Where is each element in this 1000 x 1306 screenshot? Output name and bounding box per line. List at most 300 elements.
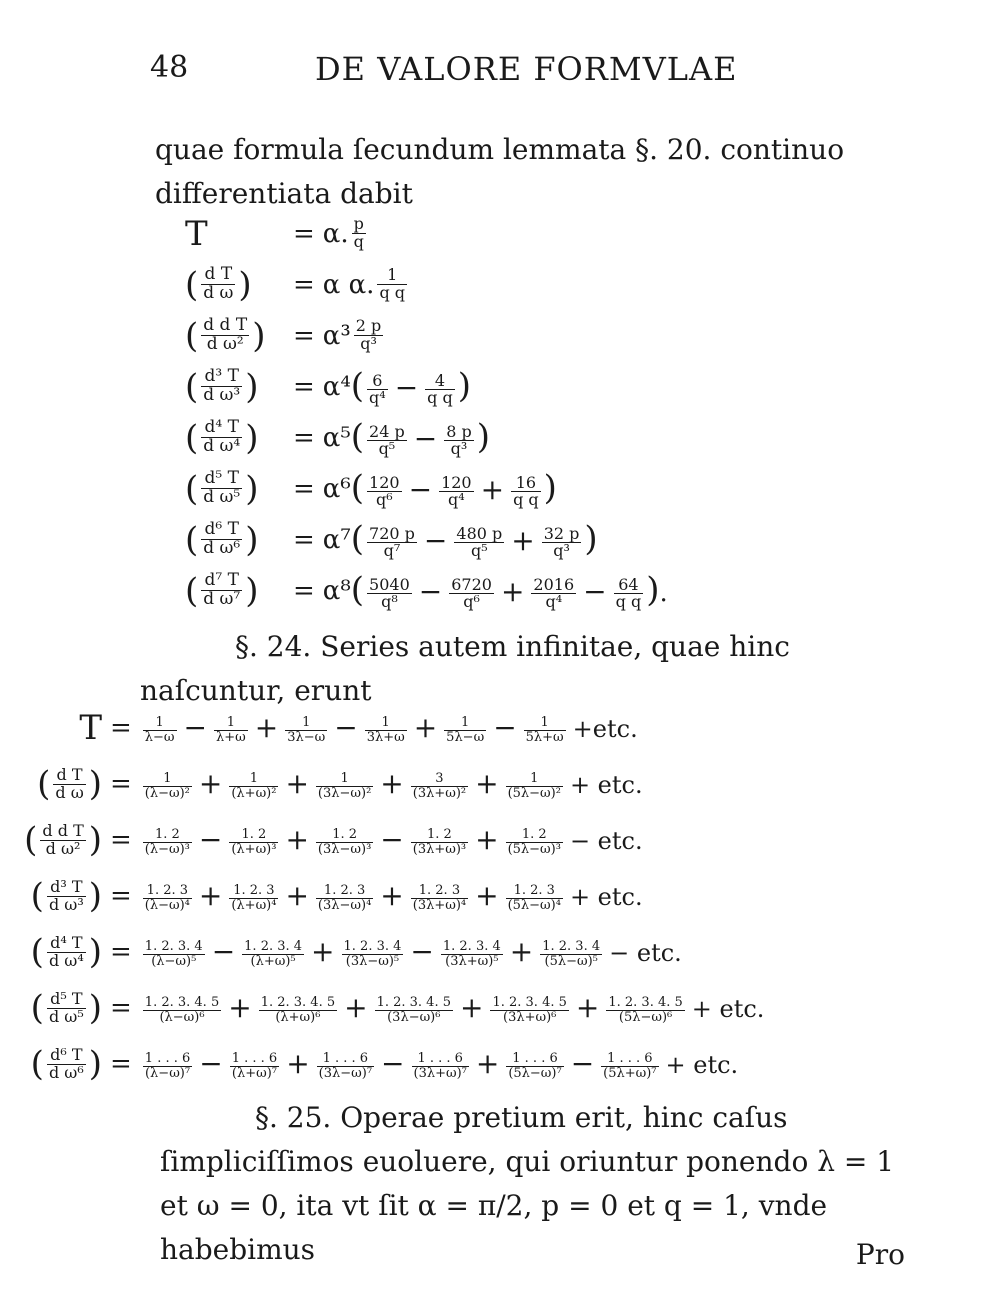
- right-paren: ): [584, 518, 598, 559]
- operator: −: [183, 711, 207, 745]
- series-term-fraction: [444, 716, 486, 744]
- operator: +: [475, 879, 499, 913]
- term-fraction: [531, 574, 576, 612]
- equals-sign: =: [293, 371, 315, 402]
- numerator: 1. 2. 3: [229, 884, 278, 899]
- equation-lhs: [30, 932, 102, 972]
- right-paren: ): [245, 417, 259, 458]
- numerator: 1. 2. 3: [143, 884, 192, 899]
- equation-lhs: [40, 708, 102, 748]
- operator: −: [198, 823, 223, 857]
- series-row: [24, 812, 960, 868]
- series-row: [37, 756, 960, 812]
- term-fraction: [614, 574, 644, 612]
- equation-lhs: [185, 520, 285, 560]
- series-row: [30, 1036, 960, 1092]
- term-fraction: [511, 472, 541, 510]
- right-paren: ): [88, 1044, 102, 1084]
- operator: −: [413, 421, 438, 455]
- series-term-fraction: [441, 940, 503, 968]
- etc-tail: + etc.: [569, 771, 643, 800]
- denominator: d ω³: [48, 894, 84, 914]
- denominator: (λ−ω)⁴: [144, 897, 190, 913]
- derivative-equations: [185, 208, 705, 616]
- denominator: (3λ+ω)²: [412, 785, 467, 801]
- numerator: 1: [377, 267, 407, 285]
- operator: +: [475, 1047, 500, 1081]
- denominator: (5λ−ω)²: [507, 785, 561, 801]
- left-paren: (: [185, 468, 199, 509]
- left-paren: (: [185, 417, 199, 458]
- equation-lhs: [185, 316, 285, 356]
- denominator: (λ−ω)⁵: [151, 953, 197, 969]
- etc-tail: − etc.: [569, 827, 643, 856]
- operator: +: [511, 523, 535, 557]
- numerator: 8 p: [446, 421, 472, 441]
- denominator: q³: [450, 439, 468, 459]
- term-fraction: [444, 421, 474, 459]
- operator: +: [575, 991, 600, 1025]
- rhs-terms: [351, 519, 598, 560]
- series-term-fraction: [214, 716, 248, 744]
- denominator: (λ+ω)³: [231, 841, 277, 857]
- series-term-fraction: [411, 828, 468, 856]
- numerator: 1. 2. 3. 4: [542, 939, 601, 955]
- right-paren: ): [457, 365, 472, 406]
- series-term-fraction: [143, 996, 221, 1024]
- numerator: d⁶ T: [201, 521, 242, 540]
- coefficient: α⁵: [322, 422, 351, 453]
- left-paren: (: [185, 366, 199, 407]
- series-row: [30, 868, 960, 924]
- series-term-fraction: [524, 716, 566, 744]
- denominator: d ω⁶: [48, 1062, 84, 1082]
- denominator: λ−ω: [144, 729, 175, 745]
- series-terms: [140, 935, 682, 968]
- derivative-fraction: [201, 470, 242, 507]
- denominator: (5λ−ω)⁶: [618, 1009, 673, 1025]
- operator: −: [418, 574, 443, 608]
- rhs-terms: [351, 417, 490, 458]
- operator: +: [344, 991, 368, 1025]
- denominator: (3λ−ω)²: [317, 785, 372, 801]
- right-paren: ): [88, 764, 102, 804]
- numerator: 1 . . . 6: [506, 1052, 563, 1067]
- numerator: 1. 2. 3. 4. 5: [376, 995, 451, 1011]
- rhs-terms: [351, 468, 557, 509]
- series-term-fraction: [411, 884, 468, 912]
- operator: −: [334, 711, 358, 745]
- derivative-fraction: [201, 572, 242, 609]
- equation-lhs: [37, 764, 102, 804]
- equation-lhs: [30, 876, 102, 916]
- operator: +: [413, 711, 438, 745]
- numerator: d T: [201, 266, 235, 285]
- right-paren: ): [543, 467, 557, 508]
- equals-sign: =: [293, 473, 315, 504]
- derivative-row: [185, 412, 705, 463]
- numerator: 1. 2. 3. 4. 5: [608, 995, 683, 1011]
- numerator: 6720: [451, 574, 492, 594]
- operator: +: [228, 991, 252, 1025]
- denominator: (3λ+ω)⁷: [413, 1065, 467, 1081]
- left-paren: (: [185, 315, 199, 356]
- series-term-fraction: [316, 772, 373, 800]
- left-paren: (: [24, 820, 38, 860]
- numerator: 1. 2. 3: [506, 884, 563, 899]
- numerator: 1 . . . 6: [601, 1052, 658, 1067]
- denominator: (λ−ω)²: [144, 785, 190, 801]
- equals-sign: =: [110, 769, 132, 799]
- coefficient: α.: [322, 218, 349, 249]
- right-paren: ): [245, 519, 259, 560]
- series-term-fraction: [316, 828, 373, 856]
- rhs-terms: [351, 570, 668, 611]
- series-term-fraction: [317, 1052, 374, 1080]
- operator: +: [500, 574, 525, 608]
- denominator: (3λ−ω)³: [317, 841, 372, 857]
- equals-sign: =: [293, 218, 315, 249]
- numerator: 720 p: [369, 523, 415, 543]
- series-term-fraction: [540, 940, 602, 968]
- denominator: q⁴: [545, 592, 563, 612]
- coefficient: α³: [322, 320, 351, 351]
- numerator: d³ T: [47, 879, 86, 897]
- series-term-fraction: [506, 884, 563, 912]
- numerator: 1: [524, 716, 566, 731]
- denominator: (λ−ω)³: [144, 841, 190, 857]
- denominator: q: [353, 232, 364, 251]
- right-paren: ): [88, 988, 102, 1028]
- series-term-fraction: [506, 772, 563, 800]
- operator: −: [410, 935, 434, 969]
- equation-lhs: [185, 418, 285, 458]
- term-fraction: [449, 574, 494, 612]
- etc-tail: − etc.: [609, 939, 682, 968]
- series-terms: [140, 879, 643, 912]
- numerator: d d T: [42, 820, 84, 840]
- equals-sign: =: [110, 993, 132, 1023]
- series-term-fraction: [316, 884, 373, 912]
- term-fraction: [367, 472, 402, 510]
- denominator: 5λ+ω: [525, 729, 564, 745]
- term-fraction: [542, 523, 582, 561]
- denominator: 3λ+ω: [366, 729, 405, 745]
- etc-tail: +etc.: [572, 715, 638, 744]
- denominator: q q: [379, 283, 406, 302]
- numerator: 1: [214, 716, 248, 731]
- term-fraction: [367, 421, 407, 459]
- denominator: d ω²: [206, 334, 244, 354]
- operator: +: [475, 767, 499, 801]
- right-paren: ): [245, 468, 259, 509]
- numerator: 1: [285, 716, 327, 731]
- operator: +: [198, 879, 223, 913]
- T-symbol: T: [79, 708, 102, 748]
- series-term-fraction: [342, 940, 404, 968]
- denominator: (5λ−ω)³: [507, 841, 561, 857]
- operator: +: [254, 711, 279, 745]
- numerator: 1: [365, 716, 407, 731]
- right-paren: ): [646, 569, 660, 610]
- numerator: d⁷ T: [201, 572, 242, 591]
- denominator: q⁵: [378, 439, 396, 459]
- series-term-fraction: [230, 1052, 279, 1080]
- term-fraction: [367, 370, 388, 408]
- numerator: 2 p: [355, 316, 382, 336]
- denominator: q⁵: [471, 541, 488, 561]
- operator: −: [583, 574, 607, 608]
- numerator: d⁴ T: [47, 935, 86, 953]
- term-fraction: [454, 523, 504, 561]
- derivative-row: [185, 259, 705, 310]
- derivative-row: [185, 310, 705, 361]
- numerator: 1. 2: [411, 828, 468, 843]
- series-row: [30, 924, 960, 980]
- numerator: 120: [441, 472, 472, 492]
- series-term-fraction: [506, 828, 563, 856]
- denominator: d ω⁴: [203, 436, 241, 456]
- denominator: q q: [427, 388, 453, 408]
- equation-lhs: [185, 367, 285, 407]
- etc-tail: + etc.: [691, 995, 765, 1024]
- equation-lhs: [185, 265, 285, 305]
- equals-sign: =: [293, 422, 315, 453]
- numerator: 1. 2. 3. 4: [442, 939, 501, 955]
- denominator: (λ+ω)⁶: [275, 1009, 321, 1025]
- numerator: 5040: [369, 574, 410, 594]
- section-25-paragraph: §. 25. Operae pretium erit, hinc caſus ſimpliciſſimos euoluere, qui oriuntur ponendo λ = 1 et ω = 0, ita vt ſit α = π/2, p = 0 et q = 1, vnde habebimus: [160, 1101, 895, 1266]
- numerator: d⁶ T: [47, 1047, 86, 1065]
- denominator: d ω: [55, 782, 84, 802]
- numerator: 1. 2: [143, 828, 192, 843]
- left-paren: (: [30, 932, 44, 972]
- equals-sign: =: [293, 269, 315, 300]
- rhs-terms: [374, 267, 410, 302]
- numerator: 1: [229, 772, 278, 787]
- denominator: (λ−ω)⁷: [144, 1065, 191, 1081]
- T-symbol: T: [185, 213, 208, 254]
- operator: +: [285, 767, 309, 801]
- derivative-fraction: [201, 266, 235, 303]
- series-term-fraction: [365, 716, 407, 744]
- numerator: 1. 2. 3. 4. 5: [492, 995, 567, 1011]
- denominator: q³: [360, 334, 377, 353]
- equals-sign: =: [293, 575, 315, 606]
- numerator: 480 p: [456, 523, 503, 543]
- series-term-fraction: [506, 1052, 563, 1080]
- numerator: 1. 2. 3: [316, 884, 373, 899]
- term-fraction: [425, 370, 455, 408]
- numerator: 16: [511, 475, 541, 493]
- numerator: 1. 2. 3. 4: [343, 939, 402, 955]
- numerator: 3: [411, 772, 468, 787]
- coefficient: α⁶: [322, 473, 351, 504]
- left-paren: (: [185, 264, 199, 305]
- numerator: 120: [369, 472, 400, 492]
- series-row: [40, 700, 960, 756]
- series-term-fraction: [375, 996, 453, 1024]
- denominator: (3λ+ω)⁵: [445, 953, 499, 969]
- numerator: 1. 2: [506, 828, 563, 843]
- left-paren: (: [350, 365, 365, 406]
- series-terms: [140, 711, 638, 744]
- series-terms: [140, 1047, 738, 1080]
- numerator: d d T: [203, 315, 248, 336]
- denominator: (5λ+ω)⁷: [603, 1065, 657, 1081]
- left-paren: (: [350, 467, 365, 508]
- operator: −: [199, 1047, 223, 1081]
- operator: −: [381, 1047, 405, 1081]
- denominator: q⁴: [448, 490, 465, 510]
- equals-sign: =: [293, 320, 315, 351]
- derivative-fraction: [47, 932, 86, 970]
- series-term-fraction: [229, 884, 278, 912]
- right-paren: ): [88, 932, 102, 972]
- numerator: 1: [444, 716, 486, 731]
- series-term-fraction: [412, 1052, 469, 1080]
- derivative-fraction: [201, 419, 242, 456]
- denominator: q⁴: [369, 388, 386, 408]
- left-paren: (: [30, 1044, 44, 1084]
- term-fraction: [367, 523, 417, 561]
- denominator: λ+ω: [216, 729, 246, 745]
- series-term-fraction: [143, 940, 205, 968]
- operator: +: [285, 879, 309, 913]
- derivative-fraction: [47, 876, 86, 914]
- numerator: 1. 2. 3. 4: [144, 939, 203, 955]
- right-paren: ): [476, 416, 490, 457]
- denominator: (λ−ω)⁶: [159, 1009, 205, 1025]
- denominator: (λ+ω)⁴: [231, 897, 277, 913]
- denominator: q q: [513, 490, 539, 510]
- numerator: 1 . . . 6: [412, 1052, 469, 1067]
- series-term-fraction: [143, 772, 192, 800]
- derivative-row: [185, 463, 705, 514]
- operator: −: [408, 472, 433, 506]
- series-term-fraction: [229, 772, 278, 800]
- equals-sign: =: [110, 1049, 132, 1079]
- derivative-fraction: [53, 764, 85, 802]
- numerator: d³ T: [201, 368, 242, 387]
- rhs-terms: [349, 216, 369, 251]
- series-terms: [140, 823, 643, 856]
- numerator: 1. 2. 3. 4. 5: [260, 995, 336, 1011]
- numerator: 1: [506, 772, 563, 787]
- denominator: q q: [615, 592, 642, 612]
- equation-lhs: [185, 571, 285, 611]
- denominator: (3λ−ω)⁴: [317, 897, 372, 913]
- numerator: 1. 2: [229, 828, 278, 843]
- derivative-row: [185, 514, 705, 565]
- numerator: d⁴ T: [201, 419, 242, 438]
- derivative-fraction: [201, 317, 249, 354]
- numerator: 1 . . . 6: [317, 1052, 374, 1067]
- series-terms: [140, 767, 643, 800]
- series-term-fraction: [242, 940, 304, 968]
- series-term-fraction: [411, 772, 468, 800]
- derivative-fraction: [201, 521, 242, 558]
- denominator: q⁶: [375, 490, 393, 510]
- denominator: (3λ+ω)⁶: [503, 1009, 557, 1025]
- operator: +: [460, 991, 484, 1025]
- etc-tail: + etc.: [569, 883, 643, 912]
- operator: +: [380, 767, 404, 801]
- equation-lhs: [30, 1044, 102, 1084]
- section-24-paragraph: §. 24. Series autem infinitae, quae hinc naſcuntur, erunt: [140, 630, 790, 707]
- denominator: q⁷: [383, 541, 401, 561]
- series-terms: [140, 991, 765, 1024]
- equation-lhs: [185, 469, 285, 509]
- rhs-terms: [351, 318, 387, 353]
- derivative-row: [185, 208, 705, 259]
- numerator: 24 p: [369, 421, 405, 441]
- term-fraction: [377, 267, 407, 302]
- denominator: (3λ−ω)⁷: [318, 1065, 373, 1081]
- numerator: 64: [614, 577, 644, 595]
- series-equations: [24, 700, 960, 1092]
- right-paren: ): [238, 264, 252, 305]
- series-term-fraction: [229, 828, 278, 856]
- right-paren: ): [88, 820, 102, 860]
- denominator: q⁸: [381, 592, 398, 612]
- series-term-fraction: [285, 716, 327, 744]
- numerator: 1. 2. 3. 4: [244, 939, 303, 955]
- numerator: 6: [367, 373, 388, 391]
- running-title: DE VALORE FORMVLAE: [315, 50, 738, 88]
- page-header: [150, 50, 870, 100]
- operator: +: [380, 879, 404, 913]
- equals-sign: =: [110, 825, 132, 855]
- numerator: 2016: [533, 574, 575, 594]
- equals-sign: =: [293, 524, 315, 555]
- denominator: (3λ−ω)⁶: [387, 1009, 441, 1025]
- numerator: 4: [425, 373, 455, 391]
- operator: +: [311, 935, 335, 969]
- equation-lhs: [30, 988, 102, 1028]
- numerator: 1: [143, 716, 177, 731]
- equals-sign: =: [110, 713, 132, 743]
- numerator: 1: [143, 772, 192, 787]
- numerator: 32 p: [543, 523, 580, 543]
- denominator: q⁶: [463, 592, 480, 612]
- etc-tail: + etc.: [665, 1051, 739, 1080]
- denominator: d ω: [203, 283, 234, 303]
- denominator: d ω⁵: [48, 1006, 84, 1026]
- numerator: p: [353, 214, 364, 234]
- series-term-fraction: [143, 1052, 192, 1080]
- numerator: d⁵ T: [47, 991, 86, 1009]
- equation-lhs: [185, 214, 285, 254]
- operator: +: [285, 823, 309, 857]
- left-paren: (: [185, 519, 199, 560]
- denominator: d ω³: [203, 385, 241, 405]
- operator: +: [286, 1047, 310, 1081]
- derivative-fraction: [47, 988, 86, 1026]
- term-fraction: [439, 472, 474, 510]
- denominator: (λ+ω)²: [231, 785, 277, 801]
- series-term-fraction: [490, 996, 568, 1024]
- denominator: d ω⁷: [203, 589, 241, 609]
- left-paren: (: [185, 570, 199, 611]
- denominator: (3λ+ω)⁴: [412, 897, 467, 913]
- term-fraction: [354, 318, 384, 353]
- right-paren: ): [245, 570, 259, 611]
- right-paren: ): [245, 366, 259, 407]
- denominator: d ω⁴: [48, 950, 84, 970]
- equation-lhs: [24, 820, 102, 860]
- numerator: 1. 2: [316, 828, 373, 843]
